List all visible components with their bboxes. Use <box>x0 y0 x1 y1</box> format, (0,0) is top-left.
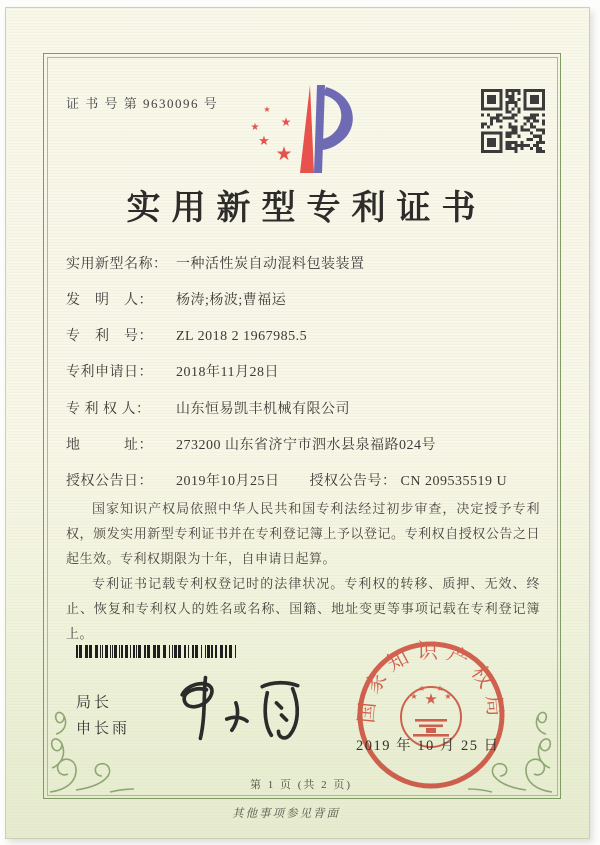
svg-text:★: ★ <box>410 692 418 701</box>
field-grant-date-and-number <box>66 470 507 490</box>
field-value: 2018年11月28日 <box>176 365 279 380</box>
field-filing-date <box>66 361 279 381</box>
svg-text:★: ★ <box>258 134 270 149</box>
signature <box>169 671 321 751</box>
field-patentee <box>66 398 350 418</box>
field-value: 一种活性炭自动混料包装装置 <box>176 257 365 272</box>
page-number: 第 1 页 (共 2 页) <box>249 779 353 791</box>
svg-text:★: ★ <box>418 684 426 693</box>
certificate-number: 证 书 号 第 9630096 号 <box>66 96 219 111</box>
field-label: 实用新型名称： <box>66 257 168 272</box>
svg-text:★: ★ <box>280 115 292 129</box>
seal-date: 2019 年 10 月 25 日 <box>356 738 500 754</box>
field-value: 273200 山东省济宁市泗水县泉福路024号 <box>176 438 436 453</box>
svg-text:★: ★ <box>436 684 444 693</box>
field-value: 山东恒易凯丰机械有限公司 <box>176 402 350 417</box>
back-side-note: 其他事项参见背面 <box>232 808 340 820</box>
field-label: 专 利 权 人： <box>66 402 151 417</box>
svg-text:★: ★ <box>444 692 452 701</box>
field-label: 授权公告日： <box>66 474 153 489</box>
field-label: 授权公告号： <box>309 474 397 489</box>
svg-text:★: ★ <box>250 122 260 133</box>
field-label: 地 址： <box>66 438 153 453</box>
barcode <box>76 645 238 658</box>
seal-text: 国家知识产权局 <box>354 639 508 725</box>
officer-title: 局长 <box>76 695 113 711</box>
field-address <box>66 434 436 454</box>
field-value: 杨涛;杨波;曹福运 <box>176 293 287 308</box>
svg-text:★: ★ <box>263 105 271 114</box>
field-utility-model-name <box>66 253 365 273</box>
svg-text:★: ★ <box>424 690 438 708</box>
legal-paragraph-1: 国家知识产权局依照中华人民共和国专利法经过初步审查，决定授予专利权，颁发实用新型专利证书并在专利登记簿上予以登记。专利权自授权公告之日起生效。专利权期限为十年，自申请日起算。 <box>66 501 540 566</box>
svg-text:★: ★ <box>275 143 293 165</box>
field-value: ZL 2018 2 1967985.5 <box>176 329 308 344</box>
field-label: 发 明 人： <box>66 293 153 308</box>
officer-name: 申长雨 <box>76 721 131 737</box>
field-label: 专利申请日： <box>66 365 153 380</box>
field-value: 2019年10月25日 <box>176 474 280 489</box>
field-patent-number <box>66 325 307 345</box>
field-label: 专 利 号： <box>66 329 153 344</box>
certificate-page <box>5 7 590 839</box>
legal-text <box>66 496 540 646</box>
legal-paragraph-2: 专利证书记载专利权登记时的法律状况。专利权的转移、质押、无效、终止、恢复和专利权人的姓名或名称、国籍、地址变更等事项记载在专利登记簿上。 <box>66 576 540 641</box>
field-inventors <box>66 289 286 309</box>
field-value: CN 209535519 U <box>400 474 508 489</box>
certificate-title: 实用新型专利证书 <box>126 190 487 227</box>
